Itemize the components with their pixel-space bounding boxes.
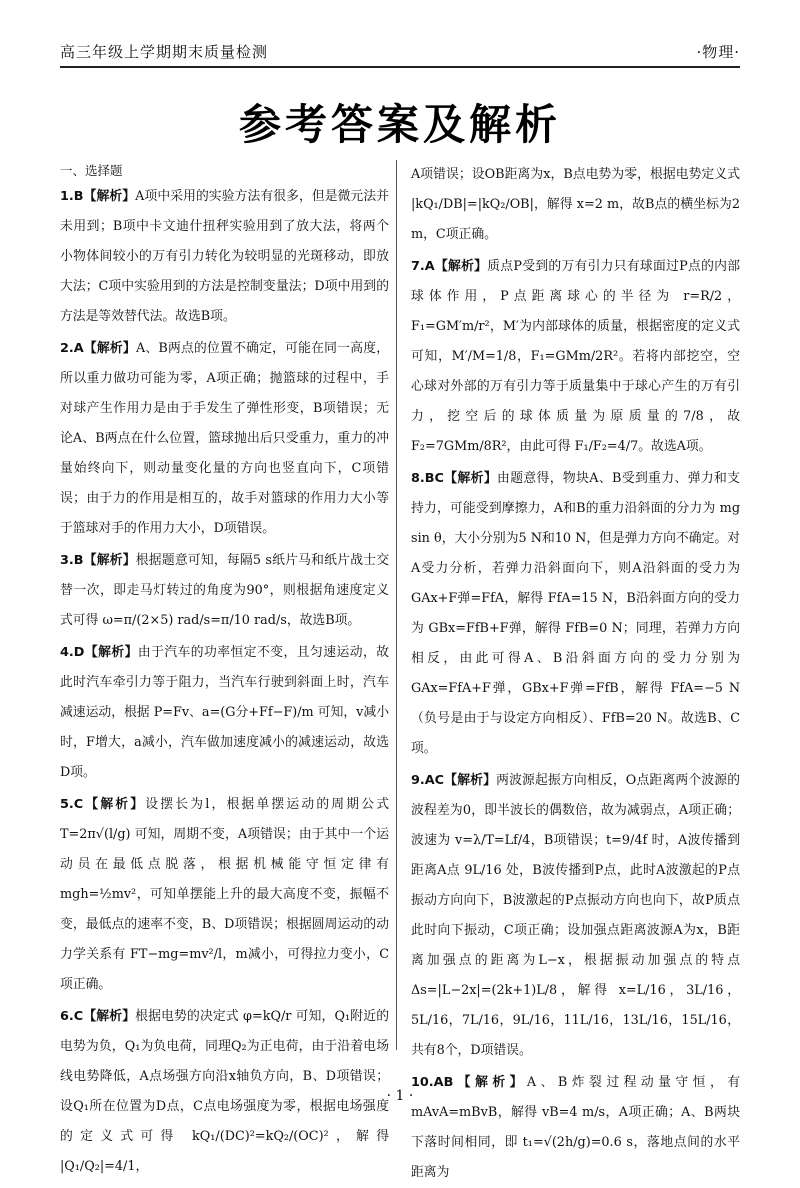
page-number: · 1 · [386,1088,414,1104]
analysis-tag: 【解析】 [84,645,138,660]
question-analysis: A项中采用的实验方法有很多，但是微元法并未用到；B项中卡文迪什扭秤实验用到了放大法，将两个小物体间较小的万有引力转化为较明显的光斑移动，即放大法；C项中实验用到的方法是控制变量法；D项中用到的方法是等效替代法。故选B项。 [60,189,390,324]
question-item [60,638,389,788]
question-analysis: 由题意得，物块A、B受到重力、弹力和支持力，可能受到摩擦力，A和B的重力沿斜面的分力为 mg sin θ，大小分别为5 N和10 N，但是弹力方向不确定。对A受力分析，若弹力沿斜面向下，则A沿斜面的受力为 GAx+F弹=FfA，解得 FfA=15 N，B沿斜面方向的受力为 GBx=FfB+F弹，解得 FfB=0 N；同理，若弹力方向相反，由此可得A、B沿斜面方向的受力分别为 GAx=FfA+F弹，GBx+F弹=FfB，解得 FfA=−5 N（负号是由于与设定方向相反）、FfB=20 N。故选B、C项。 [411,471,741,756]
question-number: 6.C [60,1009,84,1024]
analysis-tag: 【解析】 [453,1075,527,1090]
analysis-tag: 【解析】 [83,1009,136,1024]
question-item [411,1068,740,1188]
page-title: 参考答案及解析 [238,100,561,149]
left-column [60,160,390,1174]
question-number: 3.B [60,553,84,568]
column-divider [396,160,397,1050]
question-item [60,334,389,544]
question-analysis: 质点P受到的万有引力只有球面过P点的内部球体作用，P点距离球心的半径为 r=R/2，F₁=GM′m/r²，M′为内部球体的质量，根据密度的定义式可知，M′/M=1/8，F₁=GMm/2R²。若将内部挖空，空心球对外部的万有引力等于质量集中于球心产生的万有引力，挖空后的球体质量为原质量的7/8，故 F₂=7GMm/8R²，由此可得 F₁/F₂=4/7。故选A项。 [411,259,741,454]
question-analysis: 设摆长为l，根据单摆运动的周期公式 T=2π√(l/g) 可知，周期不变，A项错误；由于其中一个运动员在最低点脱落，根据机械能守恒定律有 mgh=½mv²，可知单摆能上升的最大高度不变，振幅不变，最低点的速率不变，B、D项错误；根据圆周运动的动力学关系有 FT−mg=mv²/l，m减小，可得拉力变小，C项正确。 [60,797,390,992]
exam-title: 高三年级上学期期末质量检测 [60,43,269,61]
analysis-tag: 【解析】 [434,259,488,274]
question-item [411,766,740,1066]
question-analysis: A项错误；设OB距离为x，B点电势为零，根据电势定义式 |kQ₁/DB|=|kQ₂/OB|，解得 x=2 m，故B点的横坐标为2 m，C项正确。 [411,167,741,242]
question-number: 5.C [60,797,84,812]
question-number: 2.A [60,341,84,356]
question-number: 10.AB [411,1075,454,1090]
question-item [60,182,389,332]
question-item [411,252,740,462]
question-number: 4.D [60,645,85,660]
question-number: 7.A [411,259,435,274]
question-analysis: A、B两点的位置不确定，可能在同一高度，所以重力做功可能为零，A项正确；抛篮球的过程中，手对球产生作用力是由于手发生了弹性形变，B项错误；无论A、B两点在什么位置，篮球抛出后只受重力，重力的冲量始终向下，则动量变化量的方向也竖直向下，C项错误；由于力的作用是相互的，故手对篮球的作用力大小等于篮球对手的作用力大小，D项错误。 [60,341,390,536]
subject-label: ·物理· [696,43,740,61]
question-number: 1.B [60,189,84,204]
analysis-tag: 【解析】 [444,773,497,788]
right-column [411,160,741,1180]
question-item [411,160,740,250]
analysis-tag: 【解析】 [83,189,136,204]
question-analysis: 根据题意可知，每隔5 s纸片马和纸片战士交替一次，即走马灯转过的角度为90°，则根据角速度定义式可得 ω=π/(2×5) rad/s=π/10 rad/s，故选B项。 [60,553,390,628]
question-analysis: 两波源起振方向相反，O点距离两个波源的波程差为0，即半波长的偶数倍，故为减弱点，A项正确；波速为 v=λ/T=Lf/4，B项错误；t=9/4f 时，A波传播到距离A点 9L/16 处，B波传播到P点，此时A波激起的P点振动方向向下，B波激起的P点振动方向也向下，故P质点此时向下振动，C项正确；设加强点距离波源A为x，B距离加强点的距离为L−x，根据振动加强点的特点 Δs=|L−2x|=(2k+1)L/8，解得 x=L/16，3L/16，5L/16，7L/16，9L/16，11L/16，13L/16，15L/16，共有8个，D项错误。 [411,773,741,1058]
analysis-tag: 【解析】 [83,341,136,356]
question-item [60,546,389,636]
question-analysis: 由于汽车的功率恒定不变，且匀速运动，故此时汽车牵引力等于阻力，当汽车行驶到斜面上时，汽车减速运动，根据 P=Fv、a=(G分+Ff−F)/m 可知，v减小时，F增大，a减小，汽车做加速度减小的减速运动，故选D项。 [60,645,390,780]
answer-columns [60,160,741,1180]
question-number: 9.AC [411,773,445,788]
analysis-tag: 【解析】 [83,553,136,568]
page-header [60,38,740,68]
analysis-tag: 【解析】 [443,471,498,486]
question-analysis: 根据电势的决定式 φ=kQ/r 可知，Q₁附近的电势为负，Q₁为负电荷，同理Q₂为正电荷，由于沿着电场线电势降低，A点场强方向沿x轴负方向，B、D项错误；设Q₁所在位置为D点，C点电场强度为零，根据电场强度的定义式可得 kQ₁/(DC)²=kQ₂/(OC)²，解得 |Q₁/Q₂|=4/1， [60,1009,390,1174]
question-analysis: A、B炸裂过程动量守恒，有 mAvA=mBvB，解得 vB=4 m/s，A项正确；A、B两块下落时间相同，即 t₁=√(2h/g)=0.6 s，落地点间的水平距离为 [411,1075,741,1180]
question-number: 8.BC [411,471,444,486]
analysis-tag: 【解析】 [83,797,146,812]
question-item [411,464,740,764]
section-heading: 一、选择题 [60,163,123,178]
question-item [60,790,389,1000]
